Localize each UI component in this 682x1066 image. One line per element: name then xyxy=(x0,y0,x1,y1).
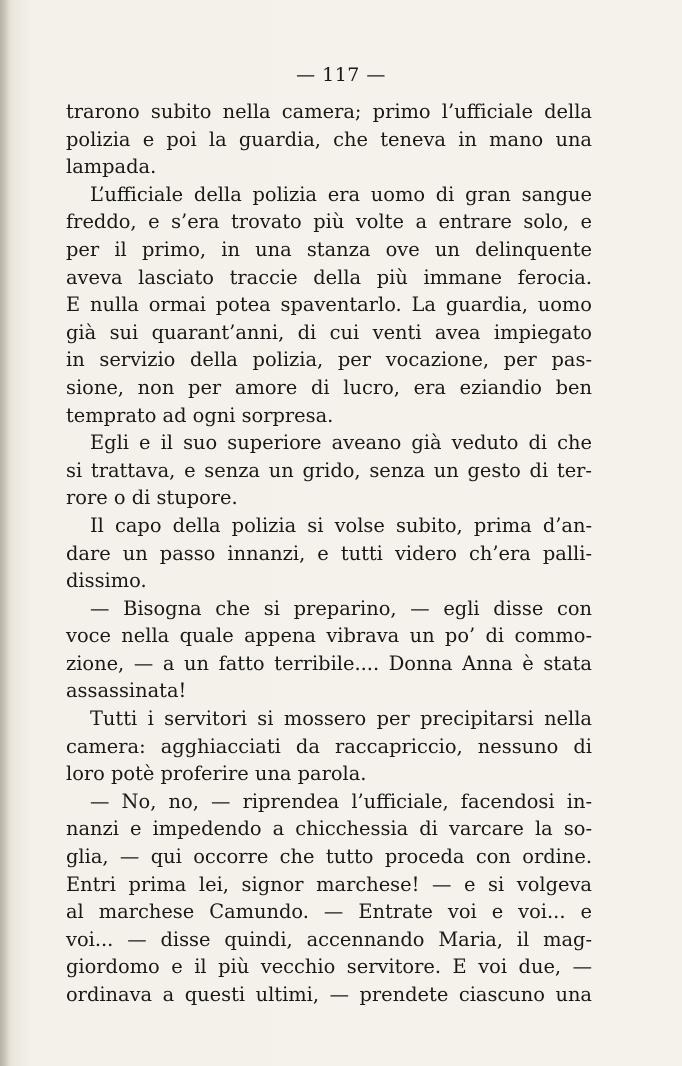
text-line: loro potè proferire una parola. xyxy=(66,762,367,786)
text-line: dare un passo innanzi, e tutti videro ch’era palli- xyxy=(66,541,592,565)
text-line: ordinava a questi ultimi, — prendete ciascuno una xyxy=(66,983,592,1006)
text-line: Tutti i servitori si mossero per precipitarsi nella xyxy=(90,707,592,731)
text-line: aveva lasciato traccie della più immane ferocia. xyxy=(66,265,592,289)
text-line: L’ufficiale della polizia era uomo di gran sangue xyxy=(90,182,592,206)
text-line: in servizio della polizia, per vocazione, per pas- xyxy=(66,348,592,372)
text-line: trarono subito nella camera; primo l’ufficiale della xyxy=(66,100,592,123)
text-line: per il primo, in una stanza ove un delinquente xyxy=(66,237,592,261)
text-line: rore o di stupore. xyxy=(66,486,238,510)
page-number: — 117 — xyxy=(296,64,386,86)
text-line: Egli e il suo superiore aveano già veduto di che xyxy=(90,431,592,455)
text-line: Il capo della polizia si volse subito, prima d’an- xyxy=(90,513,592,537)
text-line: si trattava, e senza un grido, senza un gesto di ter- xyxy=(66,458,592,482)
text-line: lampada. xyxy=(66,155,157,179)
text-line: freddo, e s’era trovato più volte a entrare solo, e xyxy=(66,210,592,234)
text-line: E nulla ormai potea spaventarlo. La guardia, uomo xyxy=(66,293,592,317)
text-line: — Bisogna che si preparino, — egli disse con xyxy=(90,596,592,620)
text-line: camera: agghiacciati da raccapriccio, nessuno di xyxy=(66,734,592,758)
text-line: sione, non per amore di lucro, era eziandio ben xyxy=(66,375,592,399)
body-text xyxy=(66,98,592,1009)
text-line: zione, — a un fatto terribile.... Donna Anna è stata xyxy=(66,651,592,675)
text-line: assassinata! xyxy=(66,679,187,703)
text-line: già sui quarant’anni, di cui venti avea impiegato xyxy=(66,320,592,344)
text-line: — No, no, — riprendea l’ufficiale, facendosi in- xyxy=(90,789,592,813)
text-line: nanzi e impedendo a chicchessia di varcare la so- xyxy=(66,817,592,841)
text-line: al marchese Camundo. — Entrate voi e voi... e xyxy=(66,900,592,924)
text-line: giordomo e il più vecchio servitore. E voi due, — xyxy=(66,955,592,979)
text-line: temprato ad ogni sorpresa. xyxy=(66,403,334,427)
text-line: voi... — disse quindi, accennando Maria, il mag- xyxy=(66,927,592,951)
text-line: dissimo. xyxy=(66,569,147,593)
text-line: glia, — qui occorre che tutto proceda con ordine. xyxy=(66,845,592,869)
page-binding-shadow xyxy=(0,0,10,1066)
text-line: voce nella quale appena vibrava un po’ di commo- xyxy=(66,624,592,648)
text-line: polizia e poi la guardia, che teneva in mano una xyxy=(66,127,592,151)
text-line: Entri prima lei, signor marchese! — e si volgeva xyxy=(66,872,592,896)
